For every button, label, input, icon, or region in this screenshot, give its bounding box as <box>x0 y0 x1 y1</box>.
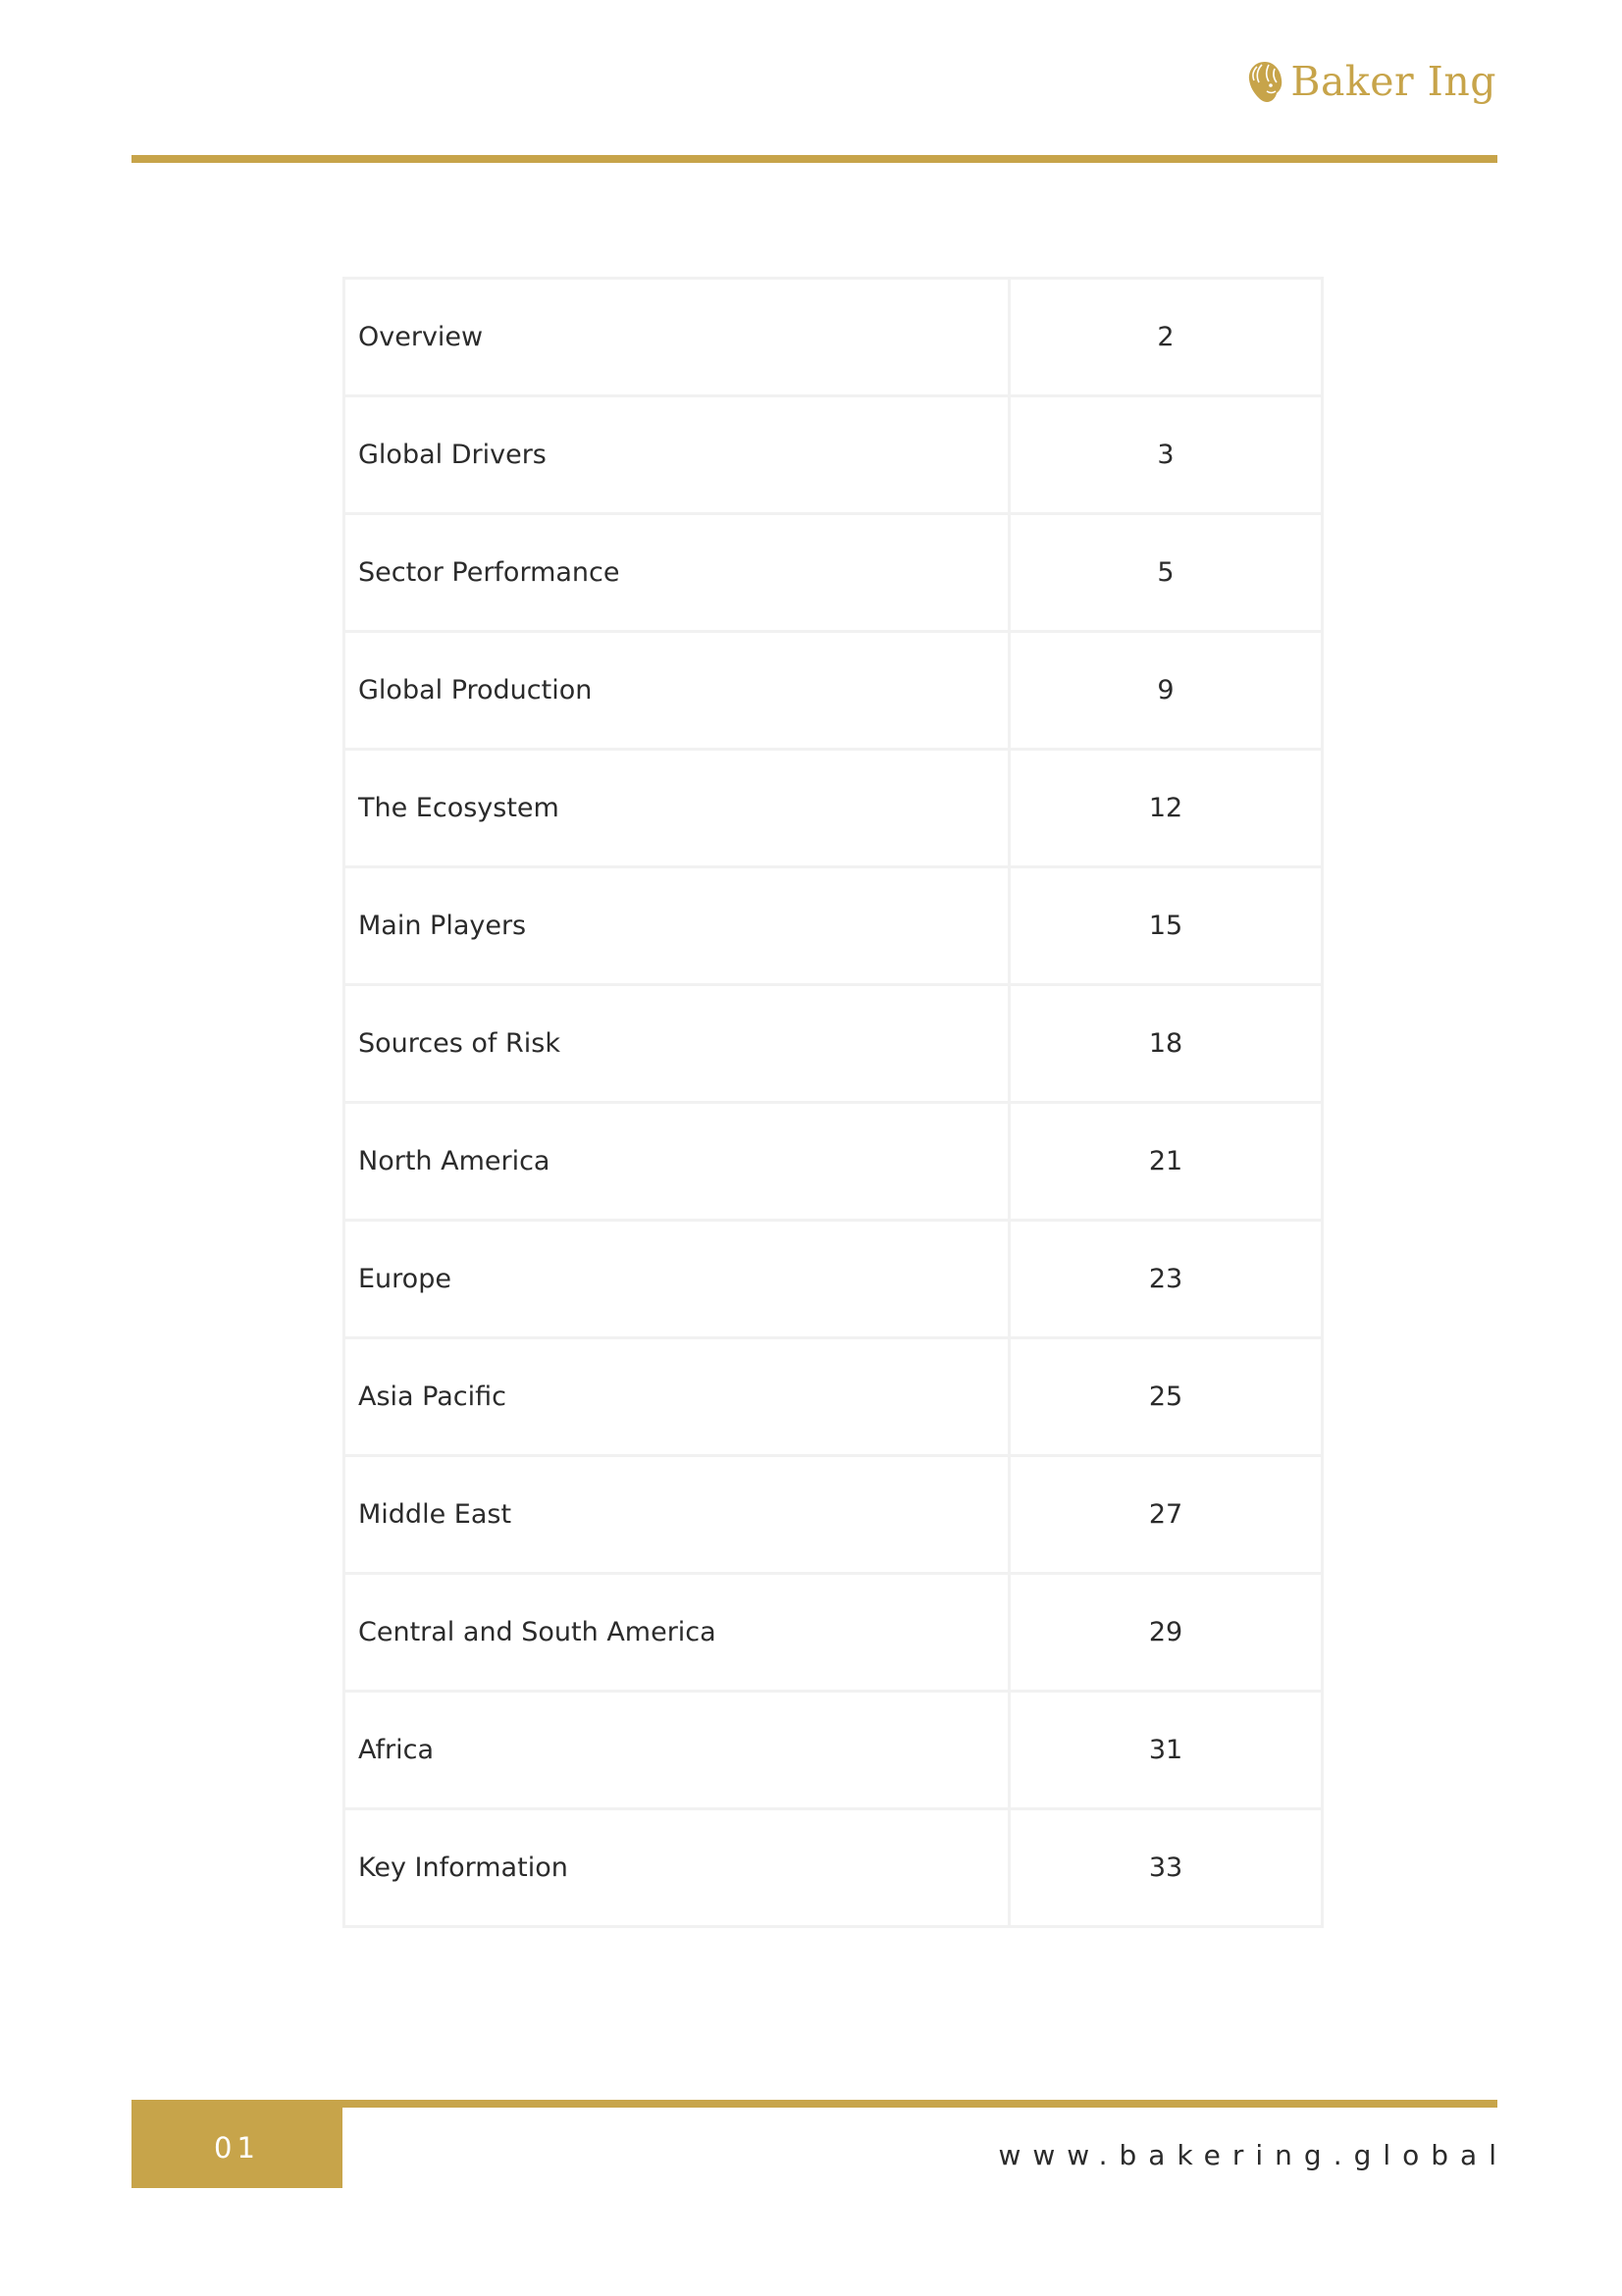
toc-entry-page: 12 <box>1010 750 1323 867</box>
toc-row[interactable] <box>344 279 1323 396</box>
toc-entry-title: Global Drivers <box>344 396 1010 514</box>
toc-entry-page: 15 <box>1010 867 1323 985</box>
toc-entry-page: 2 <box>1010 279 1323 396</box>
toc-row[interactable] <box>344 750 1323 867</box>
toc-row[interactable] <box>344 1574 1323 1692</box>
toc-row[interactable] <box>344 1456 1323 1574</box>
toc-entry-title: Central and South America <box>344 1574 1010 1692</box>
toc-entry-page: 3 <box>1010 396 1323 514</box>
toc-row[interactable] <box>344 514 1323 632</box>
page-number: 01 <box>214 2131 260 2165</box>
toc-entry-title: Asia Pacific <box>344 1338 1010 1456</box>
toc-entry-title: Main Players <box>344 867 1010 985</box>
brand-logo <box>1245 59 1496 104</box>
toc-entry-page: 33 <box>1010 1809 1323 1927</box>
toc-entry-page: 31 <box>1010 1692 1323 1809</box>
toc-entry-title: Key Information <box>344 1809 1010 1927</box>
toc-row[interactable] <box>344 396 1323 514</box>
logo-text: Baker Ing <box>1290 57 1496 105</box>
lion-head-icon <box>1245 59 1284 104</box>
toc-entry-page: 25 <box>1010 1338 1323 1456</box>
toc-entry-title: Sector Performance <box>344 514 1010 632</box>
toc-row[interactable] <box>344 1692 1323 1809</box>
header-divider <box>131 155 1497 163</box>
toc-entry-page: 27 <box>1010 1456 1323 1574</box>
toc-row[interactable] <box>344 1809 1323 1927</box>
toc-entry-page: 5 <box>1010 514 1323 632</box>
toc-entry-title: Sources of Risk <box>344 985 1010 1103</box>
toc-entry-title: Global Production <box>344 632 1010 750</box>
toc-entry-page: 18 <box>1010 985 1323 1103</box>
page-number-badge <box>131 2108 342 2188</box>
toc-row[interactable] <box>344 985 1323 1103</box>
toc-entry-page: 29 <box>1010 1574 1323 1692</box>
toc-row[interactable] <box>344 1221 1323 1338</box>
footer-divider <box>131 2100 1497 2108</box>
toc-entry-title: North America <box>344 1103 1010 1221</box>
toc-row[interactable] <box>344 867 1323 985</box>
toc-entry-title: Overview <box>344 279 1010 396</box>
table-of-contents <box>342 277 1324 1928</box>
toc-entry-title: Middle East <box>344 1456 1010 1574</box>
toc-entry-page: 23 <box>1010 1221 1323 1338</box>
toc-row[interactable] <box>344 1103 1323 1221</box>
toc-entry-title: The Ecosystem <box>344 750 1010 867</box>
toc-entry-page: 9 <box>1010 632 1323 750</box>
toc-entry-title: Africa <box>344 1692 1010 1809</box>
toc-row[interactable] <box>344 632 1323 750</box>
toc-entry-title: Europe <box>344 1221 1010 1338</box>
website-link[interactable]: www.bakering.global <box>998 2139 1508 2171</box>
toc-row[interactable] <box>344 1338 1323 1456</box>
toc-entry-page: 21 <box>1010 1103 1323 1221</box>
